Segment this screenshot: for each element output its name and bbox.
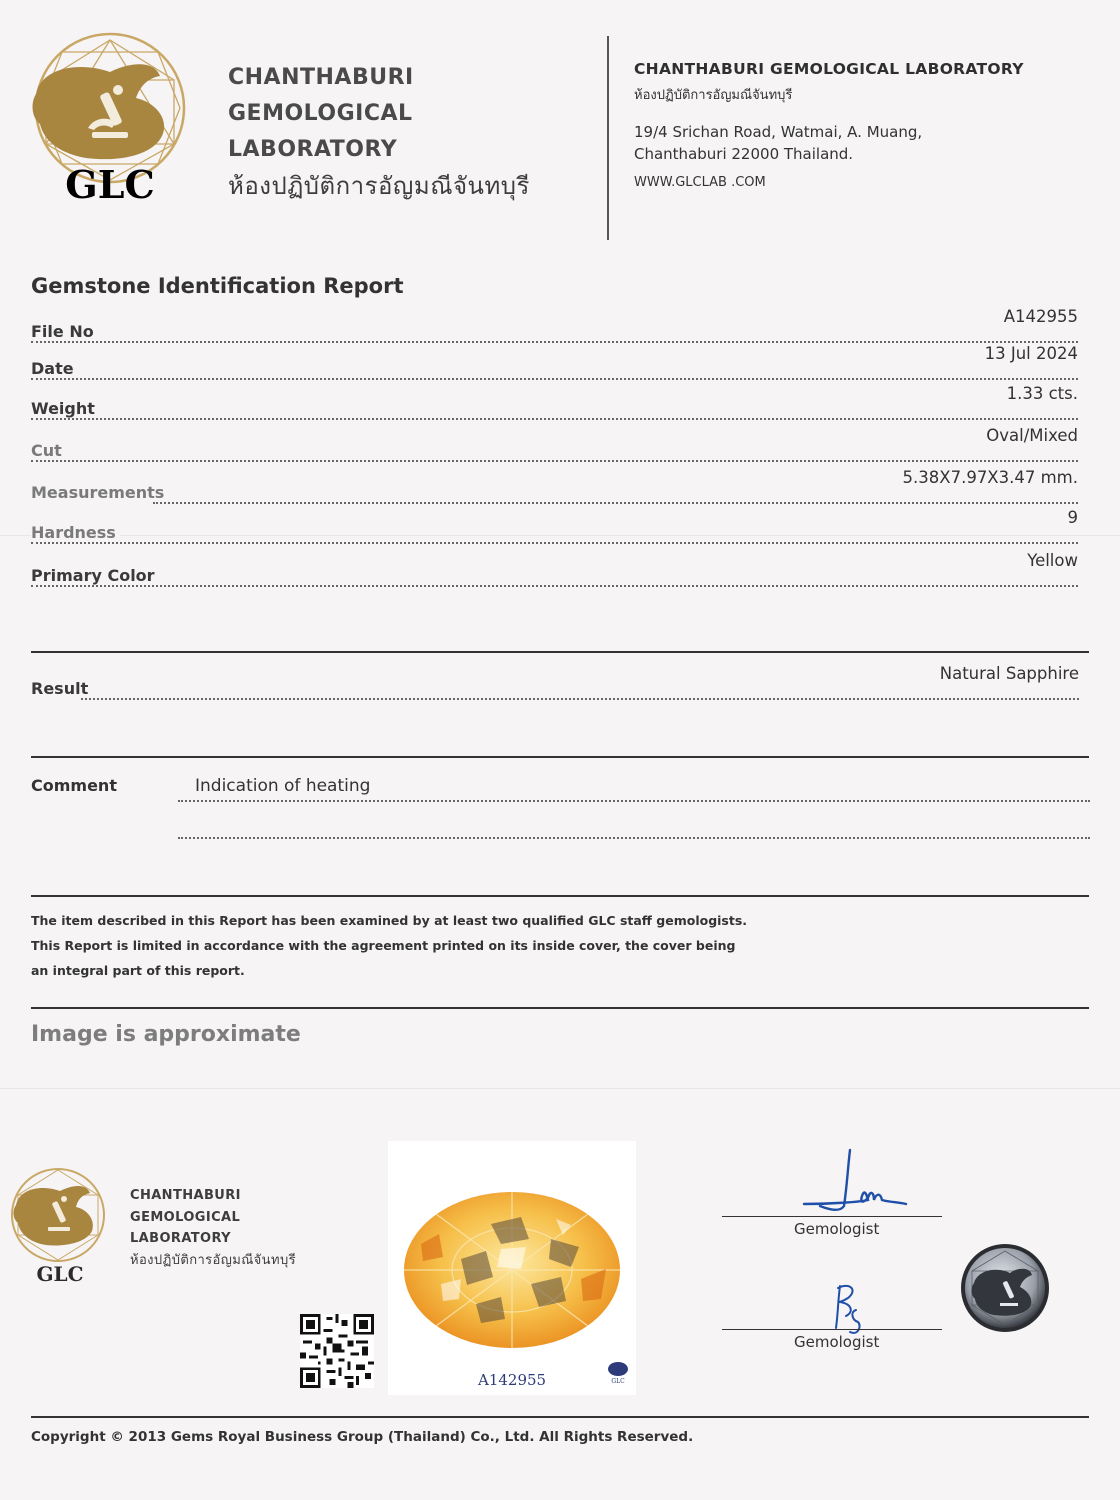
lab-contact-thai: ห้องปฏิบัติการอัญมณีจันทบุรี <box>634 88 793 103</box>
field-value: Yellow <box>1027 551 1078 570</box>
field-weight <box>31 384 1078 420</box>
field-label: Primary Color <box>31 566 159 585</box>
lab-contact <box>634 60 1024 190</box>
signature-line-1 <box>722 1216 942 1217</box>
footer-lab-line-1: CHANTHABURI <box>130 1188 241 1203</box>
lab-name-line-1: CHANTHABURI <box>228 65 414 90</box>
field-value: 9 <box>1067 508 1078 527</box>
field-label: Hardness <box>31 523 120 542</box>
paper-fold <box>0 1088 1120 1090</box>
field-file-no <box>31 307 1078 343</box>
lab-name-thai: ห้องปฏิบัติการอัญมณีจันทบุรี <box>228 172 530 200</box>
field-hardness <box>31 508 1078 544</box>
gemologist-signature-1 <box>800 1146 910 1216</box>
qr-code <box>300 1314 374 1388</box>
report-title: Gemstone Identification Report <box>31 274 404 298</box>
field-value: A142955 <box>1003 307 1078 326</box>
field-label: Date <box>31 359 78 378</box>
field-value: 5.38X7.97X3.47 mm. <box>902 468 1078 487</box>
gemologist-signature-2 <box>826 1280 876 1340</box>
field-date <box>31 344 1078 380</box>
footer-rule <box>31 1416 1089 1418</box>
field-cut <box>31 426 1078 462</box>
field-result <box>31 664 1079 700</box>
footer-lab-line-2: GEMOLOGICAL <box>130 1209 241 1225</box>
glc-logo-text: GLC <box>65 162 155 207</box>
lab-name-line-3: LABORATORY <box>228 137 398 162</box>
gemologist-label-2: Gemologist <box>794 1333 880 1351</box>
glc-logo-small <box>8 1165 108 1285</box>
comment-label: Comment <box>31 776 117 795</box>
section-rule <box>31 651 1089 653</box>
field-measurements <box>31 468 1078 504</box>
comment-dotted-line <box>178 800 1090 802</box>
disclaimer <box>31 908 751 983</box>
glc-logo <box>22 32 198 208</box>
comment-dotted-line <box>178 837 1090 839</box>
lab-name <box>228 60 530 204</box>
field-value: Oval/Mixed <box>986 426 1078 445</box>
field-value: 13 Jul 2024 <box>984 344 1078 363</box>
field-label: File No <box>31 322 98 341</box>
gemstone-image-card <box>388 1141 636 1395</box>
field-value: Natural Sapphire <box>939 664 1079 683</box>
address-line-1: 19/4 Srichan Road, Watmai, A. Muang, <box>634 123 923 141</box>
glc-logo-small-text: GLC <box>36 1262 84 1285</box>
image-file-no: A142955 <box>478 1371 547 1389</box>
field-label: Weight <box>31 399 99 418</box>
field-primary-color <box>31 551 1078 587</box>
section-rule <box>31 1007 1089 1009</box>
website: WWW.GLCLAB .COM <box>634 175 766 190</box>
field-label: Cut <box>31 441 66 460</box>
glc-watermark-icon <box>606 1359 630 1385</box>
disclaimer-line-3: an integral part of this report. <box>31 963 245 978</box>
lab-contact-title: CHANTHABURI GEMOLOGICAL LABORATORY <box>634 60 1024 78</box>
disclaimer-line-1: The item described in this Report has been examined by at least two qualified GLC staff gemologists. <box>31 913 748 928</box>
footer-lab-name <box>130 1185 296 1271</box>
gemstone-image <box>401 1189 623 1351</box>
footer-lab-thai: ห้องปฏิบัติการอัญมณีจันทบุรี <box>130 1252 296 1268</box>
comment-value: Indication of heating <box>195 776 371 796</box>
field-label: Result <box>31 679 92 698</box>
field-value: 1.33 cts. <box>1006 384 1078 403</box>
lab-name-line-2: GEMOLOGICAL <box>228 101 413 126</box>
field-label: Measurements <box>31 483 168 502</box>
hologram-seal <box>960 1243 1050 1333</box>
section-rule <box>31 895 1089 897</box>
section-rule <box>31 756 1089 758</box>
gemologist-label-1: Gemologist <box>794 1220 880 1238</box>
copyright: Copyright © 2013 Gems Royal Business Group (Thailand) Co., Ltd. All Rights Reserved. <box>31 1429 694 1445</box>
footer-lab-line-3: LABORATORY <box>130 1231 231 1246</box>
header-divider <box>607 36 609 240</box>
image-approximate-note: Image is approximate <box>31 1022 301 1047</box>
svg-text:GLC: GLC <box>611 1378 625 1385</box>
address-line-2: Chanthaburi 22000 Thailand. <box>634 145 854 163</box>
signature-line-2 <box>722 1329 942 1330</box>
disclaimer-line-2: This Report is limited in accordance with the agreement printed on its inside cover, the cover being <box>31 938 736 953</box>
